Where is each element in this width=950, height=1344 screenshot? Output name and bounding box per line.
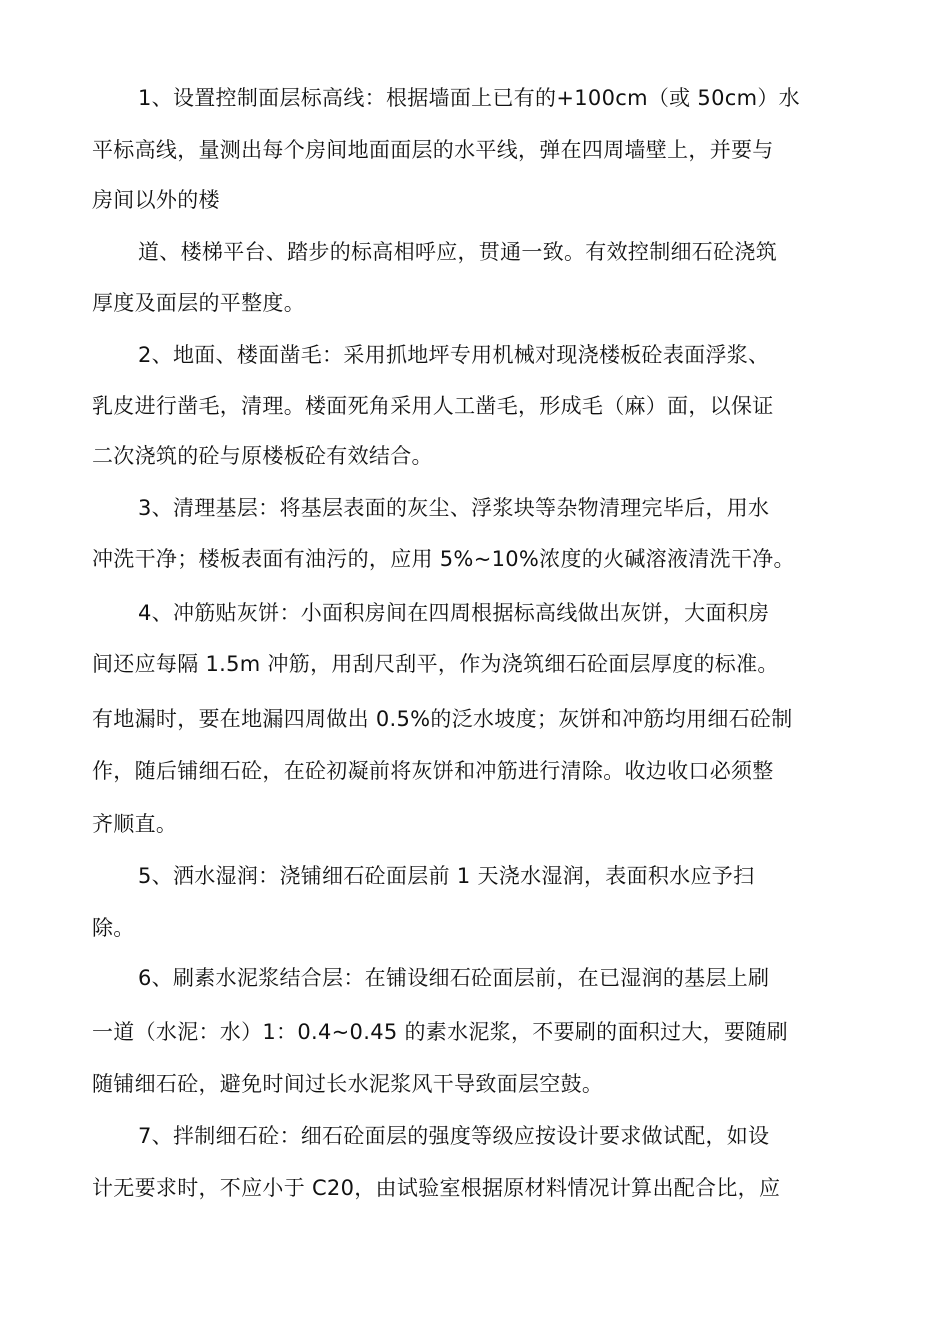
text-line: 间还应每隔 1.5m 冲筋，用刮尺刮平，作为浇筑细石砼面层厚度的标准。 — [92, 652, 779, 676]
text-line: 房间以外的楼 — [92, 188, 220, 212]
text-line: 随铺细石砼，避免时间过长水泥浆风干导致面层空鼓。 — [92, 1072, 604, 1096]
text-line: 平标高线，量测出每个房间地面面层的水平线，弹在四周墙壁上，并要与 — [92, 138, 774, 162]
text-line: 乳皮进行凿毛，清理。楼面死角采用人工凿毛，形成毛（麻）面，以保证 — [92, 394, 774, 418]
text-line: 道、楼梯平台、踏步的标高相呼应，贯通一致。有效控制细石砼浇筑 — [138, 240, 777, 264]
text-line: 有地漏时，要在地漏四周做出 0.5%的泛水坡度；灰饼和冲筋均用细石砼制 — [92, 707, 793, 731]
text-line: 4、冲筋贴灰饼：小面积房间在四周根据标高线做出灰饼，大面积房 — [138, 601, 770, 625]
text-line: 冲洗干净；楼板表面有油污的，应用 5%~10%浓度的火碱溶液清洗干净。 — [92, 547, 795, 571]
text-line: 5、洒水湿润：浇铺细石砼面层前 1 天浇水湿润，表面积水应予扫 — [138, 864, 755, 888]
text-line: 7、拌制细石砼：细石砼面层的强度等级应按设计要求做试配，如设 — [138, 1124, 770, 1148]
text-line: 计无要求时，不应小于 C20，由试验室根据原材料情况计算出配合比，应 — [92, 1176, 781, 1200]
text-line: 作，随后铺细石砼，在砼初凝前将灰饼和冲筋进行清除。收边收口必须整 — [92, 759, 774, 783]
text-line: 3、清理基层：将基层表面的灰尘、浮浆块等杂物清理完毕后，用水 — [138, 496, 770, 520]
text-line: 齐顺直。 — [92, 812, 178, 836]
text-line: 厚度及面层的平整度。 — [92, 291, 305, 315]
text-line: 二次浇筑的砼与原楼板砼有效结合。 — [92, 444, 433, 468]
text-line: 6、刷素水泥浆结合层：在铺设细石砼面层前，在已湿润的基层上刷 — [138, 966, 770, 990]
text-line: 2、地面、楼面凿毛：采用抓地坪专用机械对现浇楼板砼表面浮浆、 — [138, 343, 770, 367]
text-line: 一道（水泥：水）1：0.4~0.45 的素水泥浆，不要刷的面积过大，要随刷 — [92, 1020, 788, 1044]
text-line: 1、设置控制面层标高线：根据墙面上已有的+100cm（或 50cm）水 — [138, 86, 800, 110]
text-line: 除。 — [92, 916, 135, 940]
